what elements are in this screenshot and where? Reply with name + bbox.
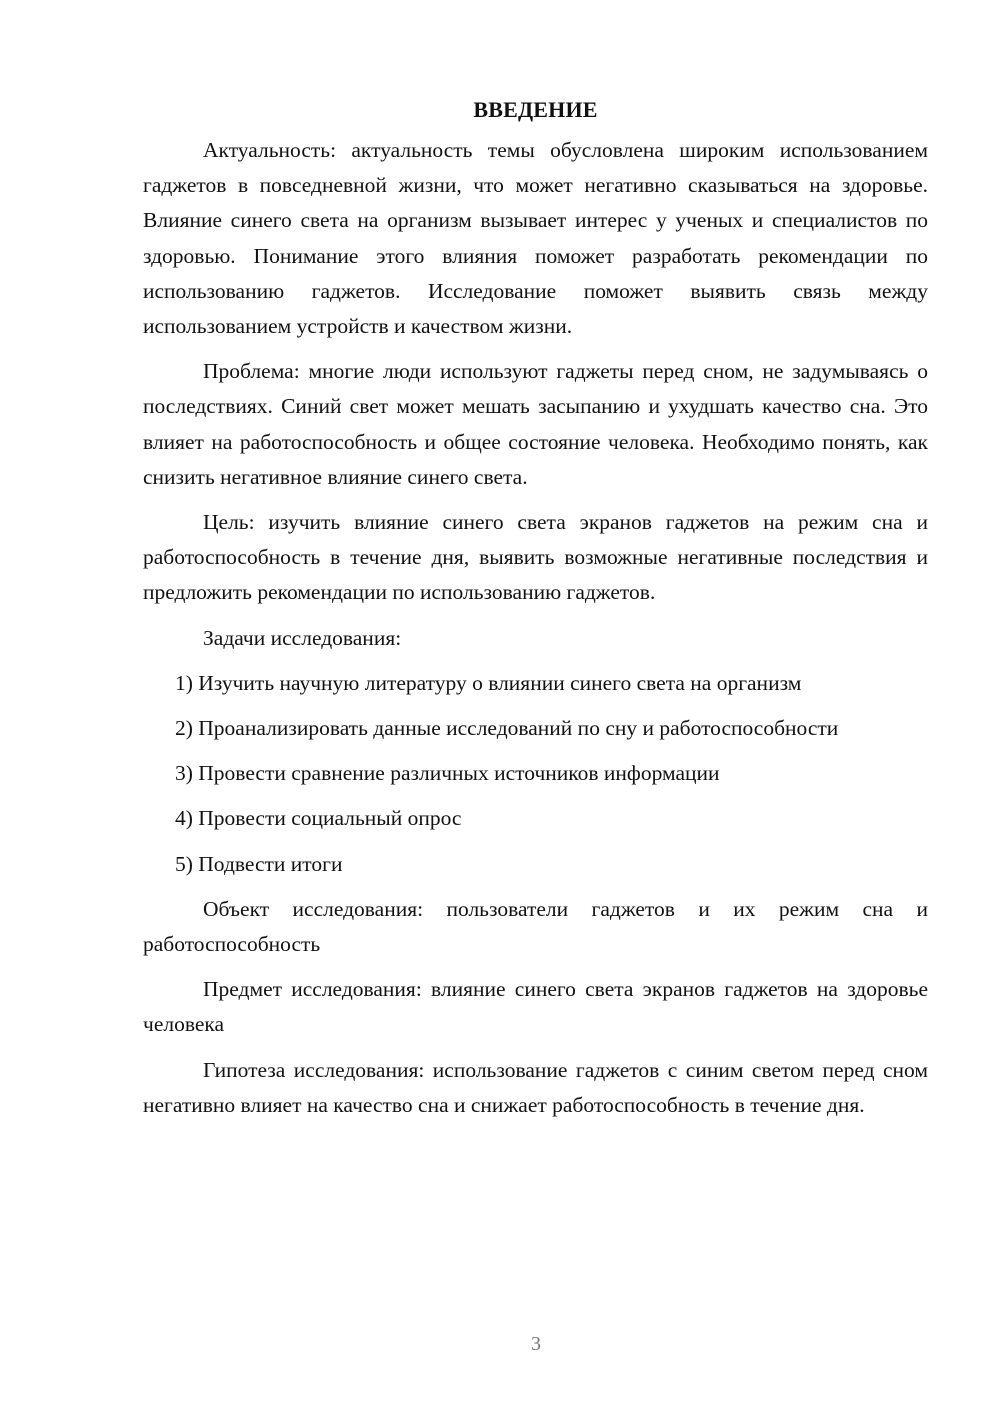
page-number: 3 (531, 1333, 541, 1355)
page-content (143, 92, 928, 1133)
list-item: 5) Подвести итоги (175, 851, 343, 876)
object-paragraph: Объект исследования: пользователи гаджетов и их режим сна и работоспособность (143, 896, 928, 957)
list-item: 1) Изучить научную литературу о влиянии синего света на организм (175, 670, 802, 695)
tasks-heading: Задачи исследования: (203, 625, 402, 650)
list-item: 3) Провести сравнение различных источников информации (175, 761, 720, 786)
problem-paragraph: Проблема: многие люди используют гаджеты перед сном, не задумываясь о последствиях. Синий свет может мешать засыпанию и ухудшать качество сна. Это влияет на работоспособность и общее состояние человека. Необходимо понять, как снизить негативное влияние синего света. (143, 359, 928, 489)
list-item: 2) Проанализировать данные исследований по сну и работоспособности (175, 716, 839, 741)
page-title: ВВЕДЕНИЕ (473, 97, 598, 122)
hypothesis-paragraph: Гипотеза исследования: использование гаджетов с синим светом перед сном негативно влияет на качество сна и снижает работоспособность в течение дня. (143, 1057, 928, 1117)
tasks-list (143, 666, 928, 882)
subject-paragraph: Предмет исследования: влияние синего света экранов гаджетов на здоровье человека (143, 977, 928, 1037)
list-item: 4) Провести социальный опрос (175, 806, 462, 831)
goal-paragraph: Цель: изучить влияние синего света экранов гаджетов на режим сна и работоспособность в течение дня, выявить возможные негативные последствия и предложить рекомендации по использованию гаджетов. (143, 510, 928, 605)
relevance-paragraph: Актуальность: актуальность темы обусловлена широким использованием гаджетов в повседневной жизни, что может негативно сказываться на здоровье. Влияние синего света на организм вызывает интерес у ученых и специалистов по здоровью. Понимание этого влияния поможет разработать рекомендации по использованию гаджетов. Исследование поможет выявить связь между использованием устройств и качеством жизни. (143, 138, 928, 339)
